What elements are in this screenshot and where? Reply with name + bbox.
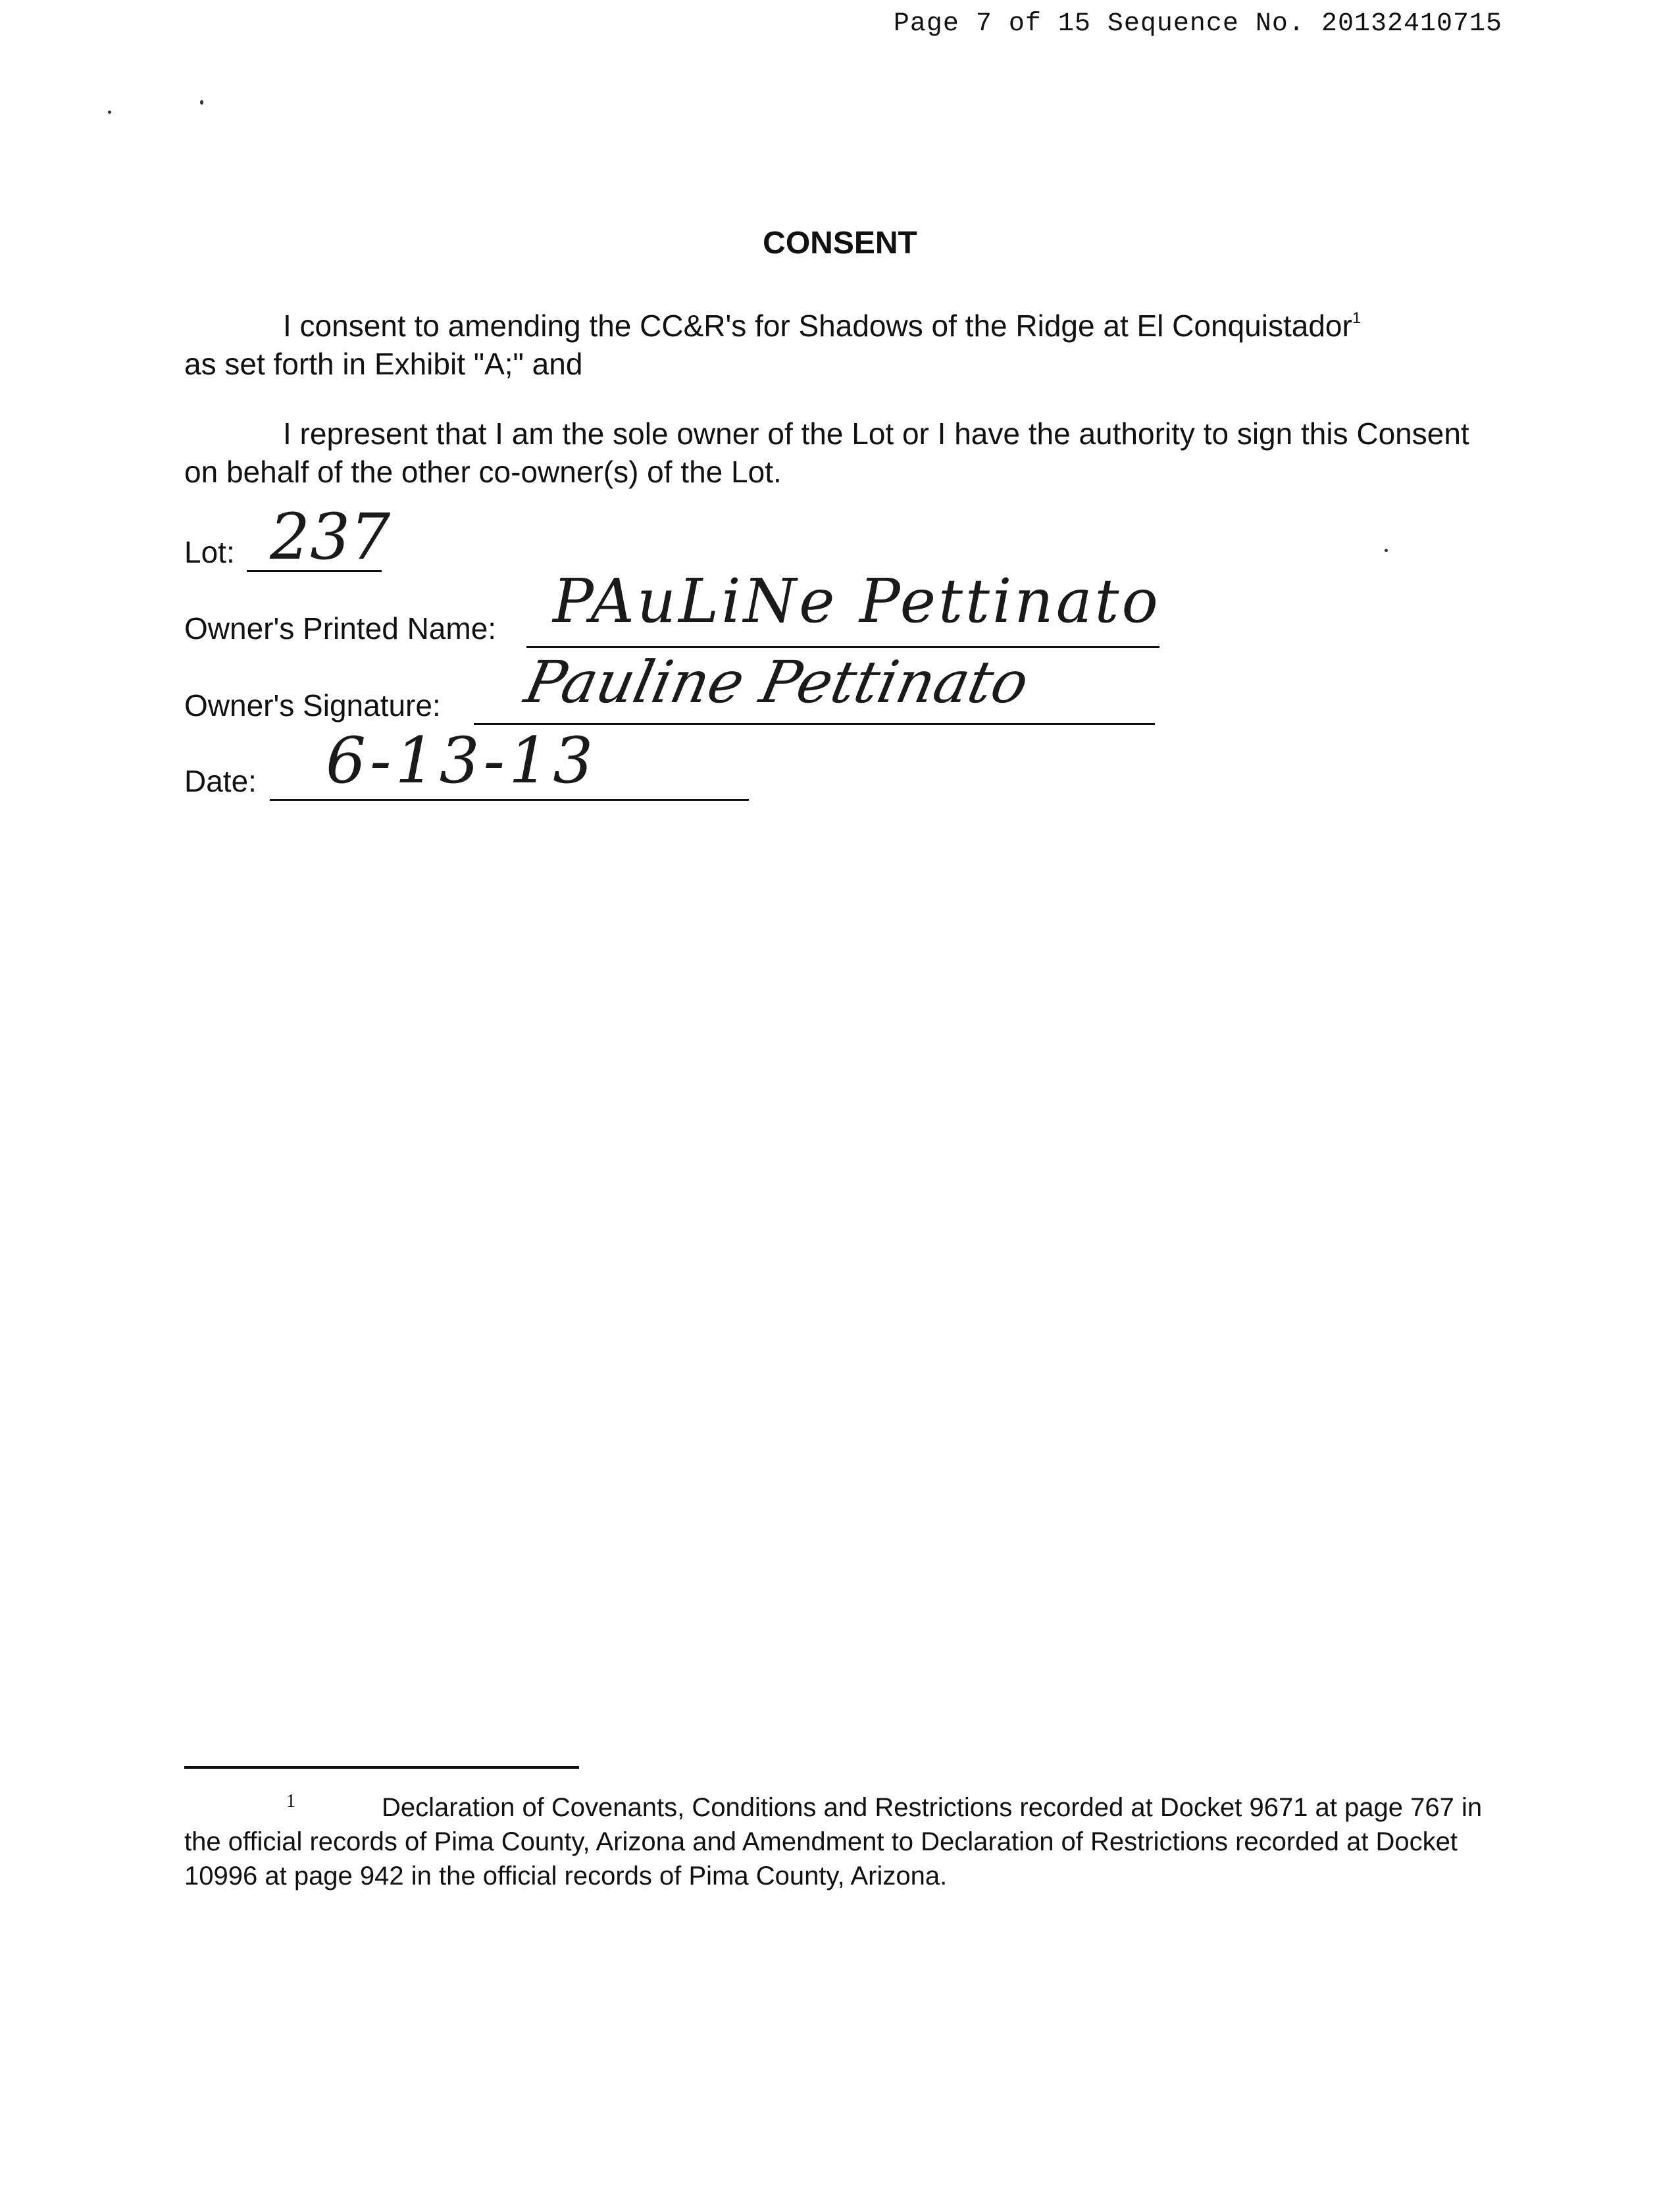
consent-paragraph: [184, 299, 1487, 383]
lot-label: Lot:: [184, 535, 235, 569]
consent-text-continued: as set forth in Exhibit "A;" and: [184, 347, 583, 381]
representation-paragraph: [184, 415, 1487, 491]
consent-text: I consent to amending the CC&R's for Shadows of the Ridge at El Conquistador: [283, 309, 1352, 343]
printed-name-label: Owner's Printed Name:: [184, 611, 497, 646]
representation-text: I represent that I am the sole owner of the Lot or I have the authority to sign this Consent on behalf of the other co-owner(s) of the Lot.: [184, 417, 1469, 489]
footnote-number: 1: [286, 1791, 295, 1812]
document-title: CONSENT: [763, 226, 917, 261]
scan-speck: [108, 111, 111, 114]
owner-signature: Pauline Pettinato: [519, 648, 1035, 716]
page-sequence-stamp: Page 7 of 15 Sequence No. 20132410715: [893, 9, 1502, 39]
printed-name-value: PAuLiNe Pettinato: [553, 566, 1161, 636]
footnote-reference: 1: [1352, 309, 1362, 327]
signature-label: Owner's Signature:: [184, 688, 441, 723]
scan-speck: [200, 100, 203, 105]
lot-value: 237: [270, 500, 391, 574]
footnote-text: Declaration of Covenants, Conditions and Restrictions recorded at Docket 9671 at page 767 in the official records of Pima County, Arizona and Amendment to Declaration of Restrictions recorded at Docket 10996 at page 942 in the official records of Pima County, Arizona.: [184, 1793, 1483, 1890]
footnote-separator: [184, 1766, 579, 1769]
scan-speck: [1385, 549, 1388, 552]
date-value: 6-13-13: [326, 724, 598, 798]
footnote: [184, 1785, 1500, 1893]
date-label: Date:: [184, 764, 257, 798]
